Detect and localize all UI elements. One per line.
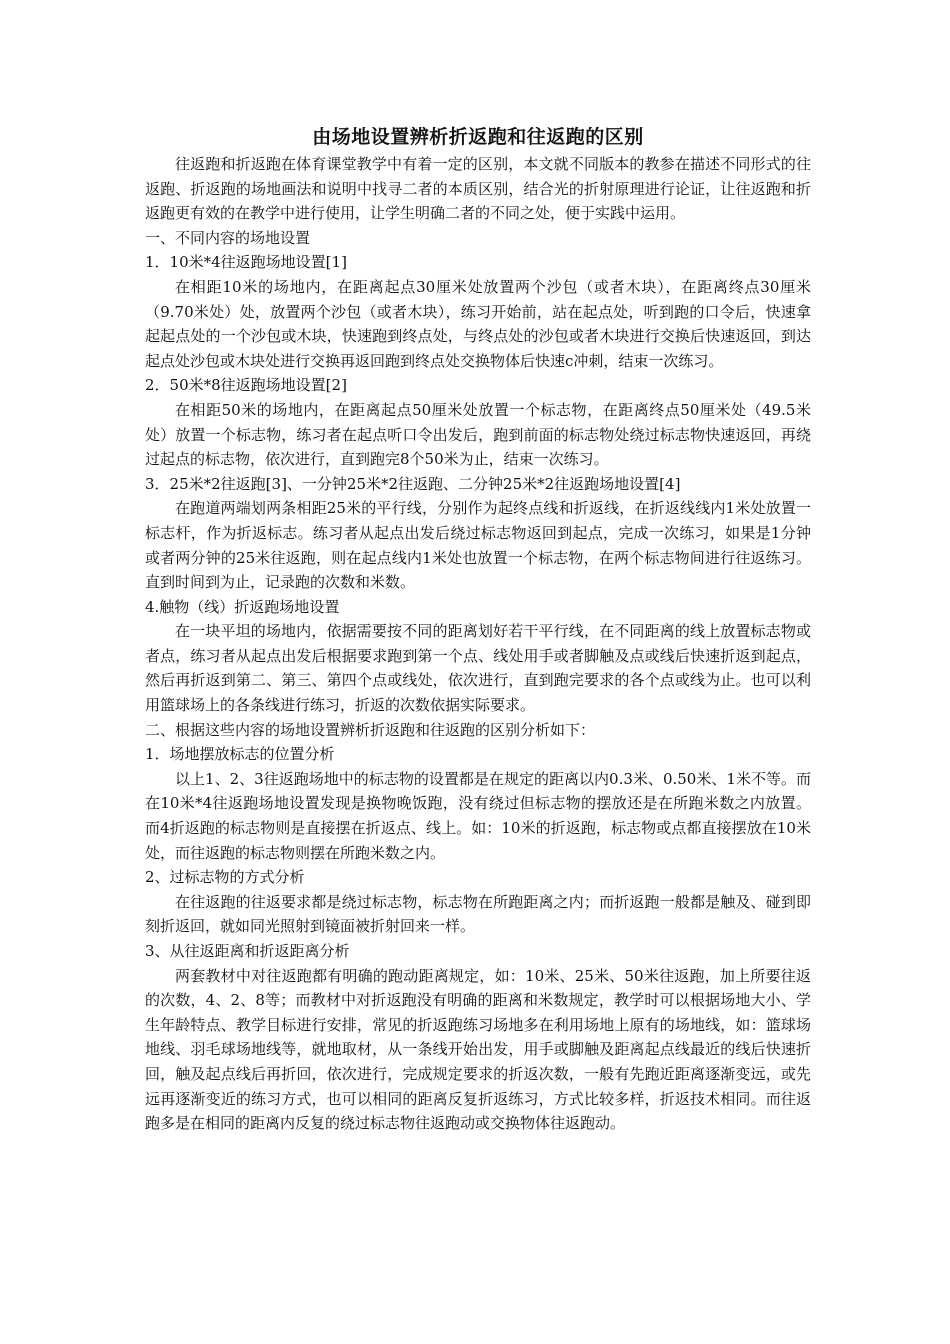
subsection-2-2-text: 在往返跑的往返要求都是绕过标志物，标志物在所跑距离之内；而折返跑一般都是触及、碰到即刻折返回，就如同光照射到镜面被折射回来一样。: [145, 892, 811, 936]
subsection-2-1-heading: 1．场地摆放标志的位置分析: [145, 745, 335, 764]
subsection-1-2-heading: 2．50米*8往返跑场地设置[2]: [145, 376, 347, 395]
subsection-1-1-heading: 1．10米*4往返跑场地设置[1]: [145, 253, 347, 272]
subsection-1-3-text: 在跑道两端划两条相距25米的平行线，分别作为起终点线和折返线，在折返线线内1米处放置一标志杆，作为折返标志。练习者从起点出发后绕过标志物返回到起点，完成一次练习，如果是1分钟或者两分钟的25米往返跑，则在起点线内1米处也放置一个标志物，在两个标志物间进行往返练习。直到时间到为止，记录跑的次数和米数。: [145, 499, 811, 592]
subsection-1-3-heading: 3．25米*2往返跑[3]、一分钟25米*2往返跑、二分钟25米*2往返跑场地设置[4]: [145, 474, 681, 493]
document-page: [145, 123, 811, 1136]
subsection-1-4-heading: 4.触物（线）折返跑场地设置: [145, 597, 340, 616]
subsection-1-4-text: 在一块平坦的场地内，依据需要按不同的距离划好若干平行线，在不同距离的线上放置标志物或者点，练习者从起点出发后根据要求跑到第一个点、线处用手或者脚触及点或线后快速折返到起点，然后再折返到第二、第三、第四个点或线处，依次进行，直到跑完要求的各个点或线为止。也可以利用篮球场上的各条线进行练习，折返的次数依据实际要求。: [145, 622, 811, 715]
section-1-heading: 一、不同内容的场地设置: [145, 228, 311, 247]
subsection-1-1-text: 在相距10米的场地内，在距离起点30厘米处放置两个沙包（或者木块），在距离终点30厘米（9.70米处）处，放置两个沙包（或者木块），练习开始前，站在起点处，听到跑的口令后，快速拿起起点处的一个沙包或木块，快速跑到终点处，与终点处的沙包或者木块进行交换后快速返回，到达起点处沙包或木块处进行交换再返回跑到终点处交换物体后快速c冲刺，结束一次练习。: [145, 277, 811, 370]
intro-paragraph: 往返跑和折返跑在体育课堂教学中有着一定的区别，本文就不同版本的教参在描述不同形式的往返跑、折返跑的场地画法和说明中找寻二者的本质区别，结合光的折射原理进行论证，让往返跑和折返跑更有效的在教学中进行使用，让学生明确二者的不同之处，便于实践中运用。: [145, 155, 811, 223]
document-title: 由场地设置辨析折返跑和往返跑的区别: [312, 126, 644, 148]
subsection-2-3-text: 两套教材中对往返跑都有明确的跑动距离规定，如：10米、25米、50米往返跑，加上所要往返的次数，4、2、8等；而教材中对折返跑没有明确的距离和米数规定，教学时可以根据场地大小、学生年龄特点、教学目标进行安排，常见的折返跑练习场地多在利用场地上原有的场地线，如：篮球场地线、羽毛球场地线等，就地取材，从一条线开始出发，用手或脚触及距离起点线最近的线后快速折回，触及起点线后再折回，依次进行，完成规定要求的折返次数，一般有先跑近距离逐渐变远，或先远再逐渐变近的练习方式，也可以相同的距离反复折返练习，方式比较多样，折返技术相同。而往返跑多是在相同的距离内反复的绕过标志物往返跑动或交换物体往返跑动。: [145, 966, 811, 1133]
subsection-2-3-heading: 3、从往返距离和折返距离分析: [145, 942, 350, 960]
subsection-1-2-text: 在相距50米的场地内，在距离起点50厘米处放置一个标志物，在距离终点50厘米处（49.5米处）放置一个标志物，练习者在起点听口令出发后，跑到前面的标志物处绕过标志物快速返回，再绕过起点的标志物，依次进行，直到跑完8个50米为止，结束一次练习。: [145, 400, 811, 469]
subsection-2-1-text: 以上1、2、3往返跑场地中的标志物的设置都是在规定的距离以内0.3米、0.50米、1米不等。而在10米*4往返跑场地设置发现是换物晚饭跑，没有绕过但标志物的摆放还是在所跑米数之内放置。而4折返跑的标志物则是直接摆在折返点、线上。如：10米的折返跑，标志物或点都直接摆放在10米处，而往返跑的标志物则摆在所跑米数之内。: [145, 769, 811, 862]
subsection-2-2-heading: 2、过标志物的方式分析: [145, 868, 305, 887]
section-2-heading: 二、根据这些内容的场地设置辨析折返跑和往返跑的区别分析如下：: [145, 720, 596, 739]
